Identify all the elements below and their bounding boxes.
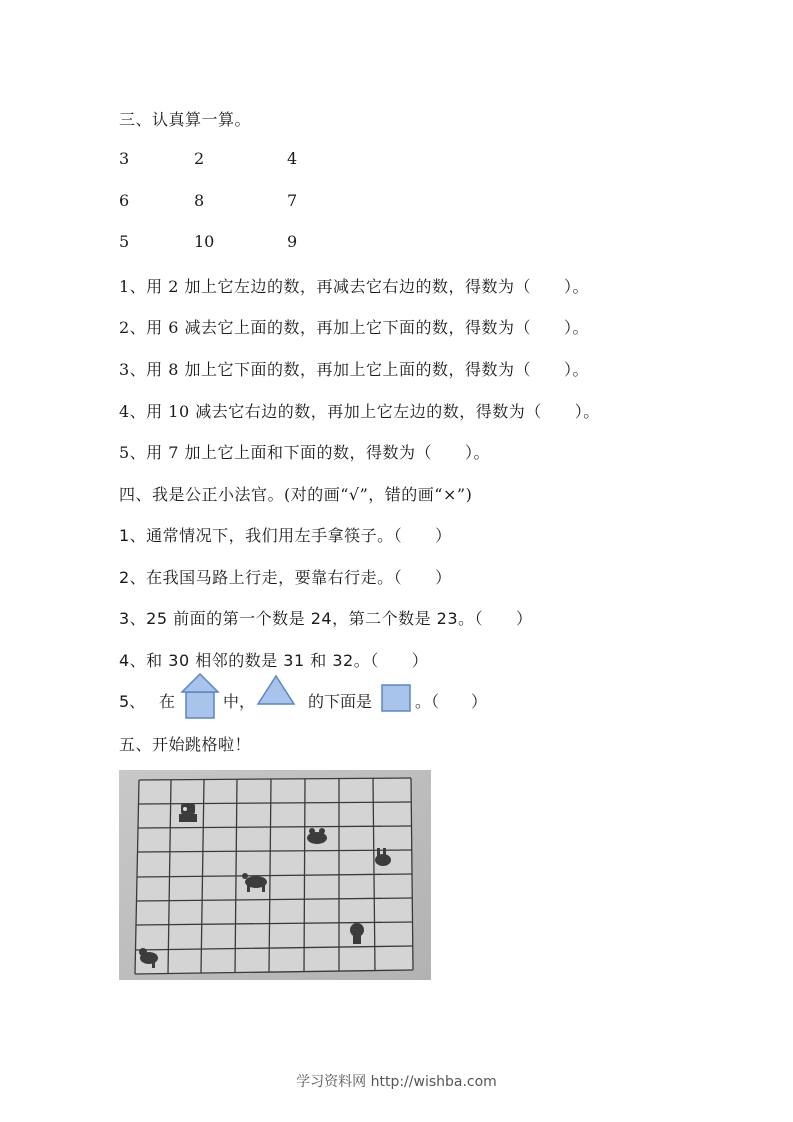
q5-text-in: 在 [159,692,176,711]
section4-item-3: 3、25 前面的第一个数是 24，第二个数是 23。（ ） [119,609,533,628]
grid-cell: 8 [194,191,205,210]
grid-cell: 7 [287,191,298,210]
grid-cell: 10 [194,232,215,251]
q5-text-end: 。（ ） [415,692,488,711]
grid-cell: 9 [287,232,298,251]
q5-number: 5、 [119,692,146,711]
section4-item-5 [119,680,539,720]
section3-question-1: 1、用 2 加上它左边的数，再减去它右边的数，得数为（ ）。 [119,277,590,296]
section4-item-4: 4、和 30 相邻的数是 31 和 32。（ ） [119,651,429,670]
footer-watermark: 学习资料网 http://wishba.com [296,1074,497,1090]
q5-text-below: 的下面是 [308,692,373,711]
grid-cell: 2 [194,149,205,168]
section4-title: 四、我是公正小法官。(对的画“√”，错的画“×”) [119,485,473,504]
section3-title: 三、认真算一算。 [119,110,252,129]
grid-photo [119,770,431,980]
grid-cell: 3 [119,149,130,168]
section3-question-5: 5、用 7 加上它上面和下面的数，得数为（ ）。 [119,443,491,462]
section3-question-3: 3、用 8 加上它下面的数，再加上它上面的数，得数为（ ）。 [119,360,590,379]
section5-title: 五、开始跳格啦！ [119,735,252,754]
section4-item-2: 2、在我国马路上行走，要靠右行走。（ ） [119,568,452,587]
house-shape-icon [180,672,220,720]
grid-cell: 6 [119,191,130,210]
q5-text-middle: 中， [223,692,256,711]
section4-item-1: 1、通常情况下，我们用左手拿筷子。（ ） [119,526,452,545]
square-shape-icon [381,684,411,712]
grid-cell: 5 [119,232,130,251]
section3-question-4: 4、用 10 减去它右边的数，再加上它左边的数，得数为（ ）。 [119,402,600,421]
grid-cell: 4 [287,149,298,168]
section3-question-2: 2、用 6 减去它上面的数，再加上它下面的数，得数为（ ）。 [119,318,590,337]
triangle-shape-icon [256,674,296,708]
robot-icon [179,804,197,822]
